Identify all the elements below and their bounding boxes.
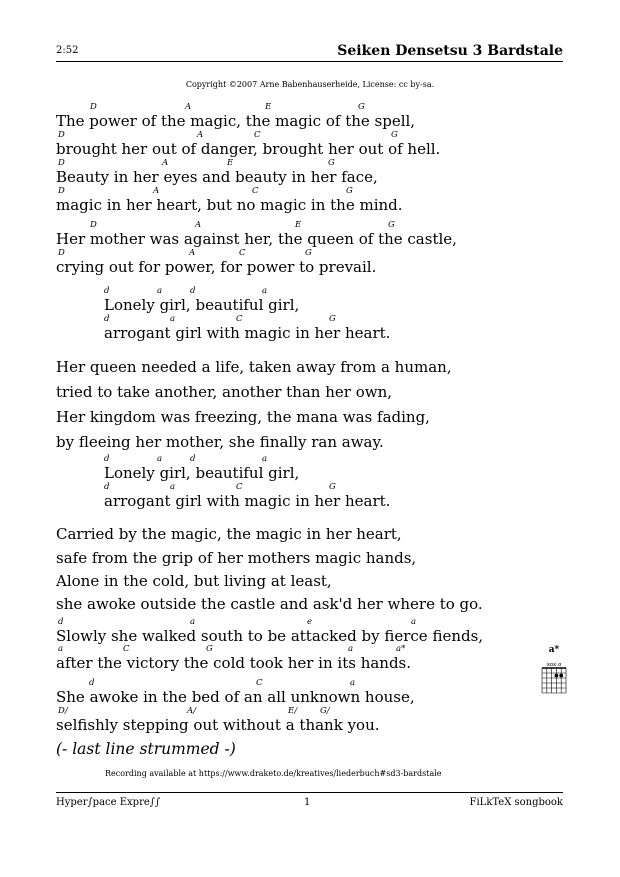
chord-diagram-name: a*	[548, 645, 560, 655]
chord: d	[104, 482, 110, 492]
chord: D	[90, 220, 97, 230]
lyric-text: Her mother was against her, the queen of the castle,	[56, 230, 457, 248]
lyric-text: The power of the magic, the magic of the spell,	[56, 112, 416, 130]
chord: D/	[58, 706, 68, 716]
song-duration: 2:52	[56, 45, 79, 56]
lyric-line: tried to take another, another than her own,	[56, 383, 393, 401]
chord: D	[90, 102, 97, 112]
lyric-line: safe from the grip of her mothers magic hands,	[56, 549, 417, 567]
chord: C	[254, 130, 261, 140]
chord: D	[58, 158, 65, 168]
chord: G/	[320, 706, 330, 716]
chord: A	[197, 130, 204, 140]
chord: D	[58, 130, 65, 140]
lyric-text: Lonely girl, beautiful girl,	[104, 296, 300, 314]
chord: G	[358, 102, 365, 112]
chord: G	[346, 186, 353, 196]
chord: G	[329, 314, 336, 324]
chord: G	[388, 220, 395, 230]
chord: C	[123, 644, 130, 654]
finger-dot	[559, 674, 563, 678]
chord: a	[58, 644, 64, 654]
chord: G	[328, 158, 335, 168]
chord: E	[265, 102, 272, 112]
chord-diagram	[536, 642, 572, 706]
chord: G	[391, 130, 398, 140]
chord: A	[185, 102, 192, 112]
chord: D	[58, 186, 65, 196]
chord: a	[262, 286, 268, 296]
chord: d	[104, 314, 110, 324]
fretboard-grid	[542, 668, 566, 693]
lyric-text: arrogant girl with magic in her heart.	[104, 492, 391, 510]
chord: A	[189, 248, 196, 258]
recording-note: Recording available at https://www.draketo.de/kreatives/liederbuch#sd3-bardstale	[105, 769, 442, 778]
lyric-line: Carried by the magic, the magic in her heart,	[56, 525, 402, 543]
finger-dot	[555, 674, 559, 678]
lyric-text: after the victory the cold took her in its hands.	[56, 654, 412, 672]
chord: C	[239, 248, 246, 258]
lyric-line: Alone in the cold, but living at least,	[56, 572, 332, 590]
chord: e	[307, 617, 313, 627]
chord-diagram-strings: xox o	[546, 662, 562, 668]
chord: E	[227, 158, 234, 168]
chord: C	[256, 678, 263, 688]
chord: d	[190, 454, 196, 464]
chord: D	[58, 248, 65, 258]
chord: C	[252, 186, 259, 196]
chord: a	[170, 482, 176, 492]
chord: G	[305, 248, 312, 258]
lyric-line: she awoke outside the castle and ask'd her where to go.	[56, 595, 483, 613]
chord: A/	[187, 706, 197, 716]
chord: C	[236, 482, 243, 492]
footer-right: FiLkTeX songbook	[469, 797, 563, 808]
chord: E/	[288, 706, 298, 716]
song-title: Seiken Densetsu 3 Bardstale	[337, 43, 563, 59]
lyric-line: Her queen needed a life, taken away from a human,	[56, 358, 452, 376]
lyric-line: by fleeing her mother, she finally ran away.	[56, 433, 384, 451]
lyric-text: magic in her heart, but no magic in the mind.	[56, 196, 403, 214]
chord: a	[348, 644, 354, 654]
chord: a	[350, 678, 356, 688]
chord: a	[170, 314, 176, 324]
copyright: Copyright ©2007 Arne Babenhauserheide, License: cc by-sa.	[185, 80, 435, 89]
lyric-text: Beauty in her eyes and beauty in her face,	[56, 168, 378, 186]
chord-diagram-graphic	[536, 642, 572, 706]
footer-left: Hyper∫pace Expre∫∫	[56, 797, 161, 808]
lyric-text: crying out for power, for power to prevail.	[56, 258, 377, 276]
page-footer	[56, 792, 563, 813]
performance-instruction: (- last line strummed -)	[56, 740, 236, 758]
lyric-text: selfishly stepping out without a thank you.	[56, 716, 380, 734]
chord: A	[162, 158, 169, 168]
chord: A	[153, 186, 160, 196]
lyric-text: brought her out of danger, brought her out of hell.	[56, 140, 441, 158]
lyric-text: Lonely girl, beautiful girl,	[104, 464, 300, 482]
chord: a	[157, 454, 163, 464]
page-number: 1	[304, 797, 311, 808]
chord: a	[411, 617, 417, 627]
chord: E	[295, 220, 302, 230]
chord: A	[195, 220, 202, 230]
chord: C	[236, 314, 243, 324]
chord: d	[190, 286, 196, 296]
page-header	[56, 43, 563, 62]
chord: a	[157, 286, 163, 296]
chord: G	[329, 482, 336, 492]
lyric-line: Her kingdom was freezing, the mana was fading,	[56, 408, 430, 426]
chord: a	[262, 454, 268, 464]
lyric-text: Slowly she walked south to be attacked by fierce fiends,	[56, 627, 484, 645]
chord: G	[206, 644, 213, 654]
chord: d	[104, 286, 110, 296]
chord: d	[104, 454, 110, 464]
chord: d	[58, 617, 64, 627]
chord: a	[190, 617, 196, 627]
chord: a*	[396, 644, 406, 654]
chord: d	[89, 678, 95, 688]
lyric-text: She awoke in the bed of an all unknown house,	[56, 688, 415, 706]
lyric-text: arrogant girl with magic in her heart.	[104, 324, 391, 342]
